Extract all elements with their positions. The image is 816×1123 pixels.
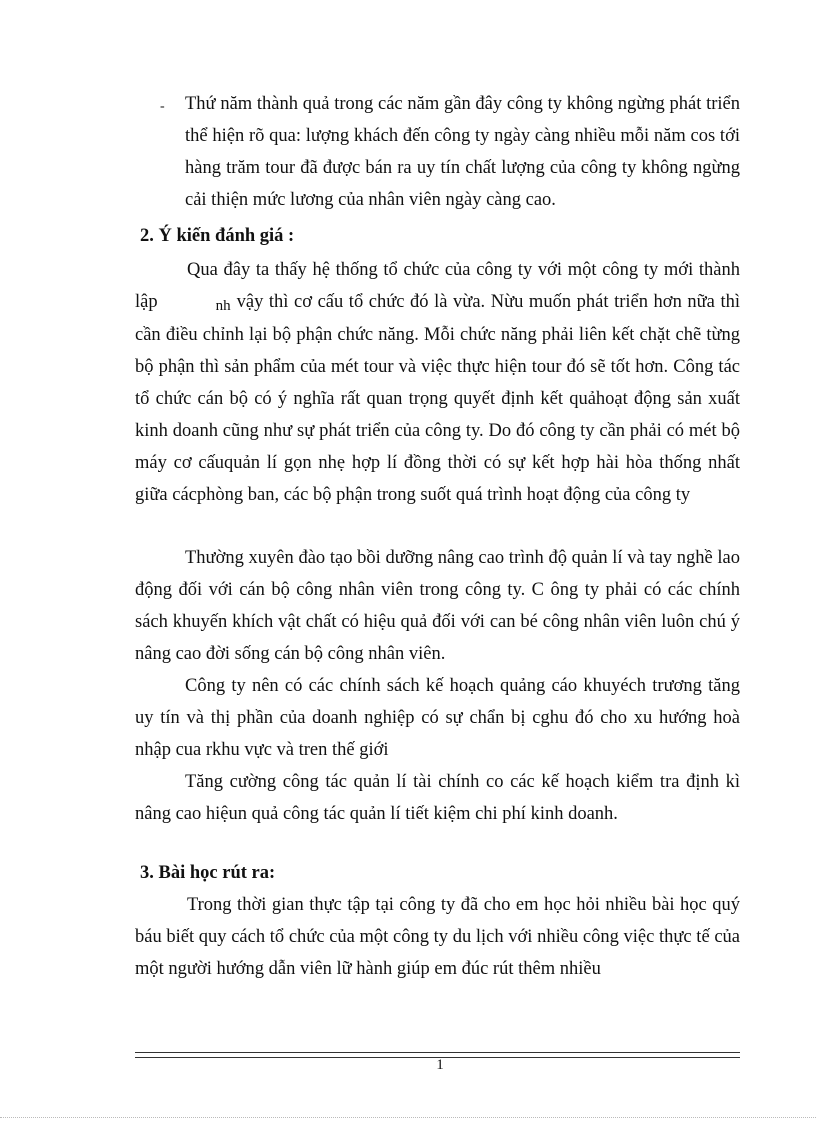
- bullet-paragraph: Thứ năm thành quả trong các năm gần đây công ty không ngừng phát triển thể hiện rõ qua: lượng khách đến công ty ngày càng nhiều mỗi năm cos tới hàng trăm tour đã được bán ra uy tín chất lượng của công ty không ngừng cải thiện mức lương của nhân viên ngày càng cao.: [185, 94, 740, 210]
- section-2-paragraph-3: Công ty nên có các chính sách kế hoạch quảng cáo khuyéch trương tăng uy tín và thị phần của doanh nghiệp có sự chẩn bị cghu đó cho xu hướng hoà nhập cua rkhu vực và tren thế giới: [135, 676, 740, 760]
- section-3-heading: 3. Bài học rút ra:: [140, 863, 276, 883]
- section-3-paragraph-1: Trong thời gian thực tập tại công ty đã cho em học hỏi nhiều bài học quý báu biết quy cách tổ chức của một công ty du lịch với nhiều công việc thực tế của một người hướng dẫn viên lữ hành giúp em đúc rút thêm nhiều: [135, 895, 740, 979]
- section-2-paragraph-2: Thường xuyên đào tạo bồi dưỡng nâng cao trình độ quản lí và tay nghề lao động đối với cán bộ công nhân viên trong công ty. C ông ty phải có các chính sách khuyến khích vật chất có hiệu quả đối với can bé công nhân viên luôn chú ý nâng cao đời sống cán bộ công nhân viên.: [135, 548, 740, 664]
- section-2-paragraph-1: [135, 254, 740, 511]
- page-edge-divider: [0, 1117, 816, 1118]
- paragraph-text: vậy thì cơ cấu tổ chức đó là vừa. Nừu muốn phát triển hơn nữa thì cần điều chỉnh lại bộ phận chức năng. Mỗi chức năng phải liên kết chặt chẽ từng bộ phận thì sản phẩm của mét tour và việc thực hiện tour đó sẽ tốt hơn. Công tác tổ chức cán bộ có ý nghĩa rất quan trọng quyết định kết quảhoạt động sản xuất kinh doanh cũng như sự phát triển của công ty. Do đó công ty cần phải có mét bộ máy cơ cấuquản lí gọn nhẹ hợp lí đồng thời có sự kết hợp hài hòa thống nhất giữa cácphòng ban, các bộ phận trong suốt quá trình hoạt động của công ty: [135, 292, 740, 505]
- section-2-heading: 2. Ý kiến đánh giá :: [140, 226, 295, 246]
- paragraph-text: Qua đây ta thấy hệ thống tổ chức của công ty với một công ty mới thành lập: [135, 260, 740, 312]
- inline-fragment: nh: [215, 298, 231, 314]
- bullet-marker: -: [160, 99, 165, 114]
- section-2-paragraph-4: Tăng cường công tác quản lí tài chính co các kế hoạch kiểm tra định kì nâng cao hiệun quả công tác quản lí tiết kiệm chi phí kinh doanh.: [135, 772, 740, 824]
- page-number: 1: [436, 1057, 444, 1073]
